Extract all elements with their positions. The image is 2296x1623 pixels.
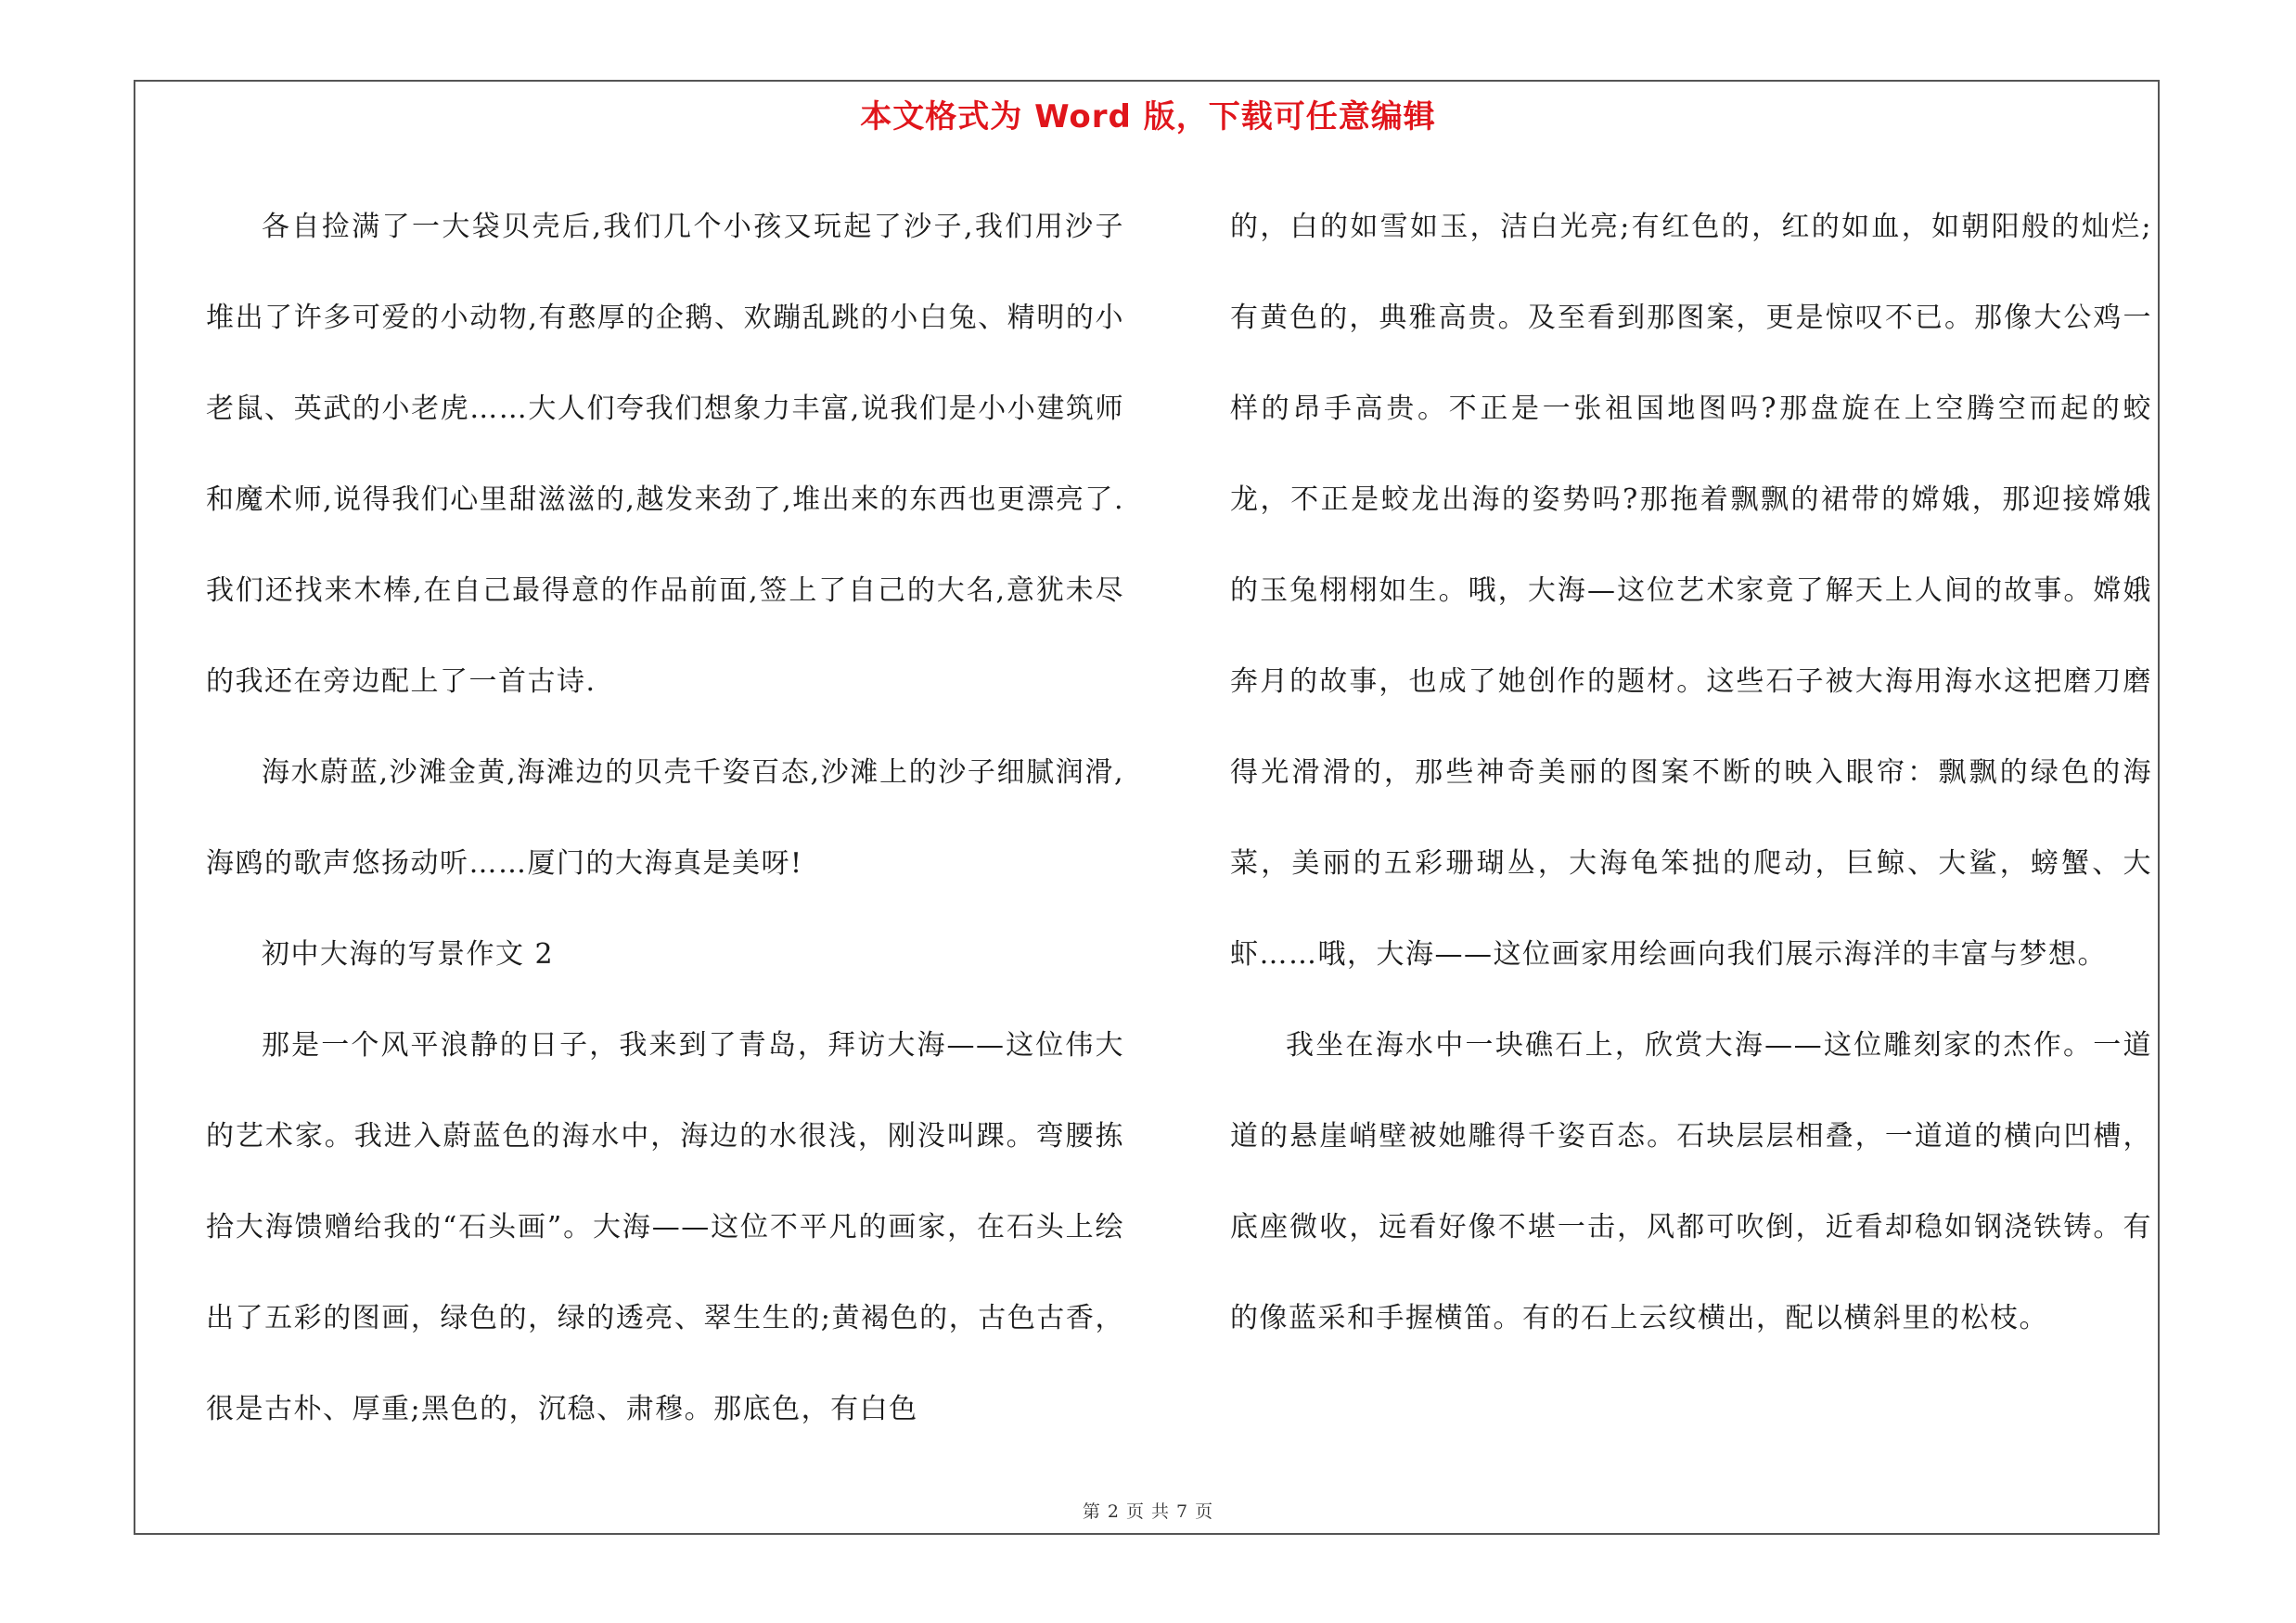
right-column: [1230, 182, 2152, 1364]
section-heading: 初中大海的写景作文 2: [262, 938, 555, 971]
paragraph-continued: 的，白的如雪如玉，洁白光亮;有红色的，红的如血，如朝阳般的灿烂;有黄色的，典雅高贵。及至看到那图案，更是惊叹不已。那像大公鸡一样的昂手高贵。不正是一张祖国地图吗?那盘旋在上空腾空而起的蛟龙，不正是蛟龙出海的姿势吗?那拖着飘飘的裙带的嫦娥，那迎接嫦娥的玉兔栩栩如生。哦，大海—这位艺术家竟了解天上人间的故事。嫦娥奔月的故事，也成了她创作的题材。这些石子被大海用海水这把磨刀磨得光滑滑的，那些神奇美丽的图案不断的映入眼帘：飘飘的绿色的海菜，美丽的五彩珊瑚丛，大海龟笨拙的爬动，巨鲸、大鲨，螃蟹、大虾……哦，大海——这位画家用绘画向我们展示海洋的丰富与梦想。: [1230, 211, 2152, 971]
paragraph: 各自捡满了一大袋贝壳后,我们几个小孩又玩起了沙子,我们用沙子堆出了许多可爱的小动物,有憨厚的企鹅、欢蹦乱跳的小白兔、精明的小老鼠、英武的小老虎……大人们夸我们想象力丰富,说我们是小小建筑师和魔术师,说得我们心里甜滋滋的,越发来劲了,堆出来的东西也更漂亮了.我们还找来木棒,在自己最得意的作品前面,签上了自己的大名,意犹未尽的我还在旁边配上了一首古诗.: [206, 211, 1124, 698]
format-banner: 本文格式为 Word 版，下载可任意编辑: [860, 98, 1436, 135]
paragraph: 我坐在海水中一块礁石上，欣赏大海——这位雕刻家的杰作。一道道的悬崖峭壁被她雕得千姿百态。石块层层相叠，一道道的横向凹槽，底座微收，远看好像不堪一击，风都可吹倒，近看却稳如钢浇铁铸。有的像蓝采和手握横笛。有的石上云纹横出，配以横斜里的松枝。: [1230, 1029, 2152, 1334]
paragraph: 那是一个风平浪静的日子，我来到了青岛，拜访大海——这位伟大的艺术家。我进入蔚蓝色的海水中，海边的水很浅，刚没叫踝。弯腰拣拾大海馈赠给我的“石头画”。大海——这位不平凡的画家，在石头上绘出了五彩的图画，绿色的，绿的透亮、翠生生的;黄褐色的，古色古香，很是古朴、厚重;黑色的，沉稳、肃穆。那底色，有白色: [206, 1029, 1124, 1425]
page-number: 第 2 页 共 7 页: [1082, 1501, 1214, 1522]
left-column: [206, 182, 1124, 1455]
paragraph: 海水蔚蓝,沙滩金黄,海滩边的贝壳千姿百态,沙滩上的沙子细腻润滑,海鸥的歌声悠扬动听……厦门的大海真是美呀!: [206, 756, 1124, 880]
